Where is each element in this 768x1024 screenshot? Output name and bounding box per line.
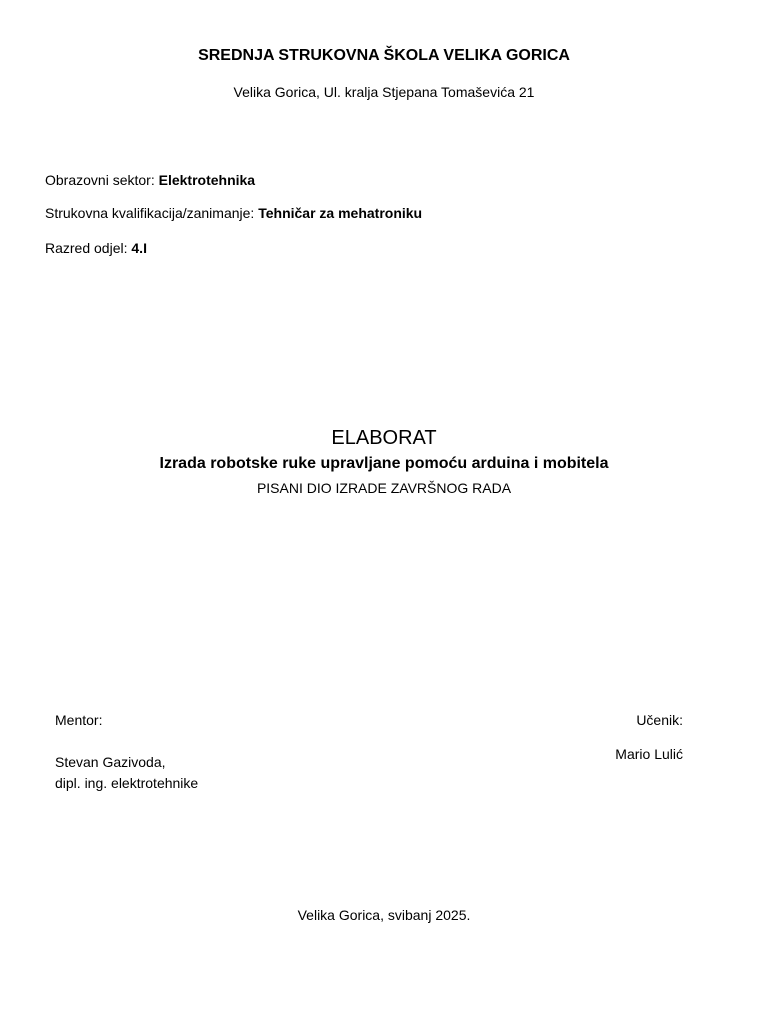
education-sector-label: Obrazovni sektor: xyxy=(45,172,159,188)
document-title: Izrada robotske ruke upravljane pomoću arduina i mobitela xyxy=(159,455,609,472)
education-sector xyxy=(45,172,255,188)
class-label: Razred odjel: xyxy=(45,240,132,256)
mentor-label: Mentor: xyxy=(55,712,103,728)
qualification-value: Tehničar za mehatroniku xyxy=(258,205,423,221)
mentor-name: Stevan Gazivoda, xyxy=(55,754,166,770)
student-label: Učenik: xyxy=(636,712,683,728)
document-type: ELABORAT xyxy=(331,427,437,449)
qualification xyxy=(45,205,422,221)
school-name: SREDNJA STRUKOVNA ŠKOLA VELIKA GORICA xyxy=(198,47,570,64)
place-and-date: Velika Gorica, svibanj 2025. xyxy=(297,907,471,923)
mentor-title: dipl. ing. elektrotehnike xyxy=(55,775,199,791)
document-subtitle: PISANI DIO IZRADE ZAVRŠNOG RADA xyxy=(256,480,512,496)
qualification-label: Strukovna kvalifikacija/zanimanje: xyxy=(45,205,259,221)
class-value: 4.I xyxy=(131,240,147,256)
school-address: Velika Gorica, Ul. kralja Stjepana Tomaševića 21 xyxy=(233,84,535,100)
education-sector-value: Elektrotehnika xyxy=(158,172,256,188)
class-section xyxy=(45,240,147,256)
student-name: Mario Lulić xyxy=(615,746,683,762)
